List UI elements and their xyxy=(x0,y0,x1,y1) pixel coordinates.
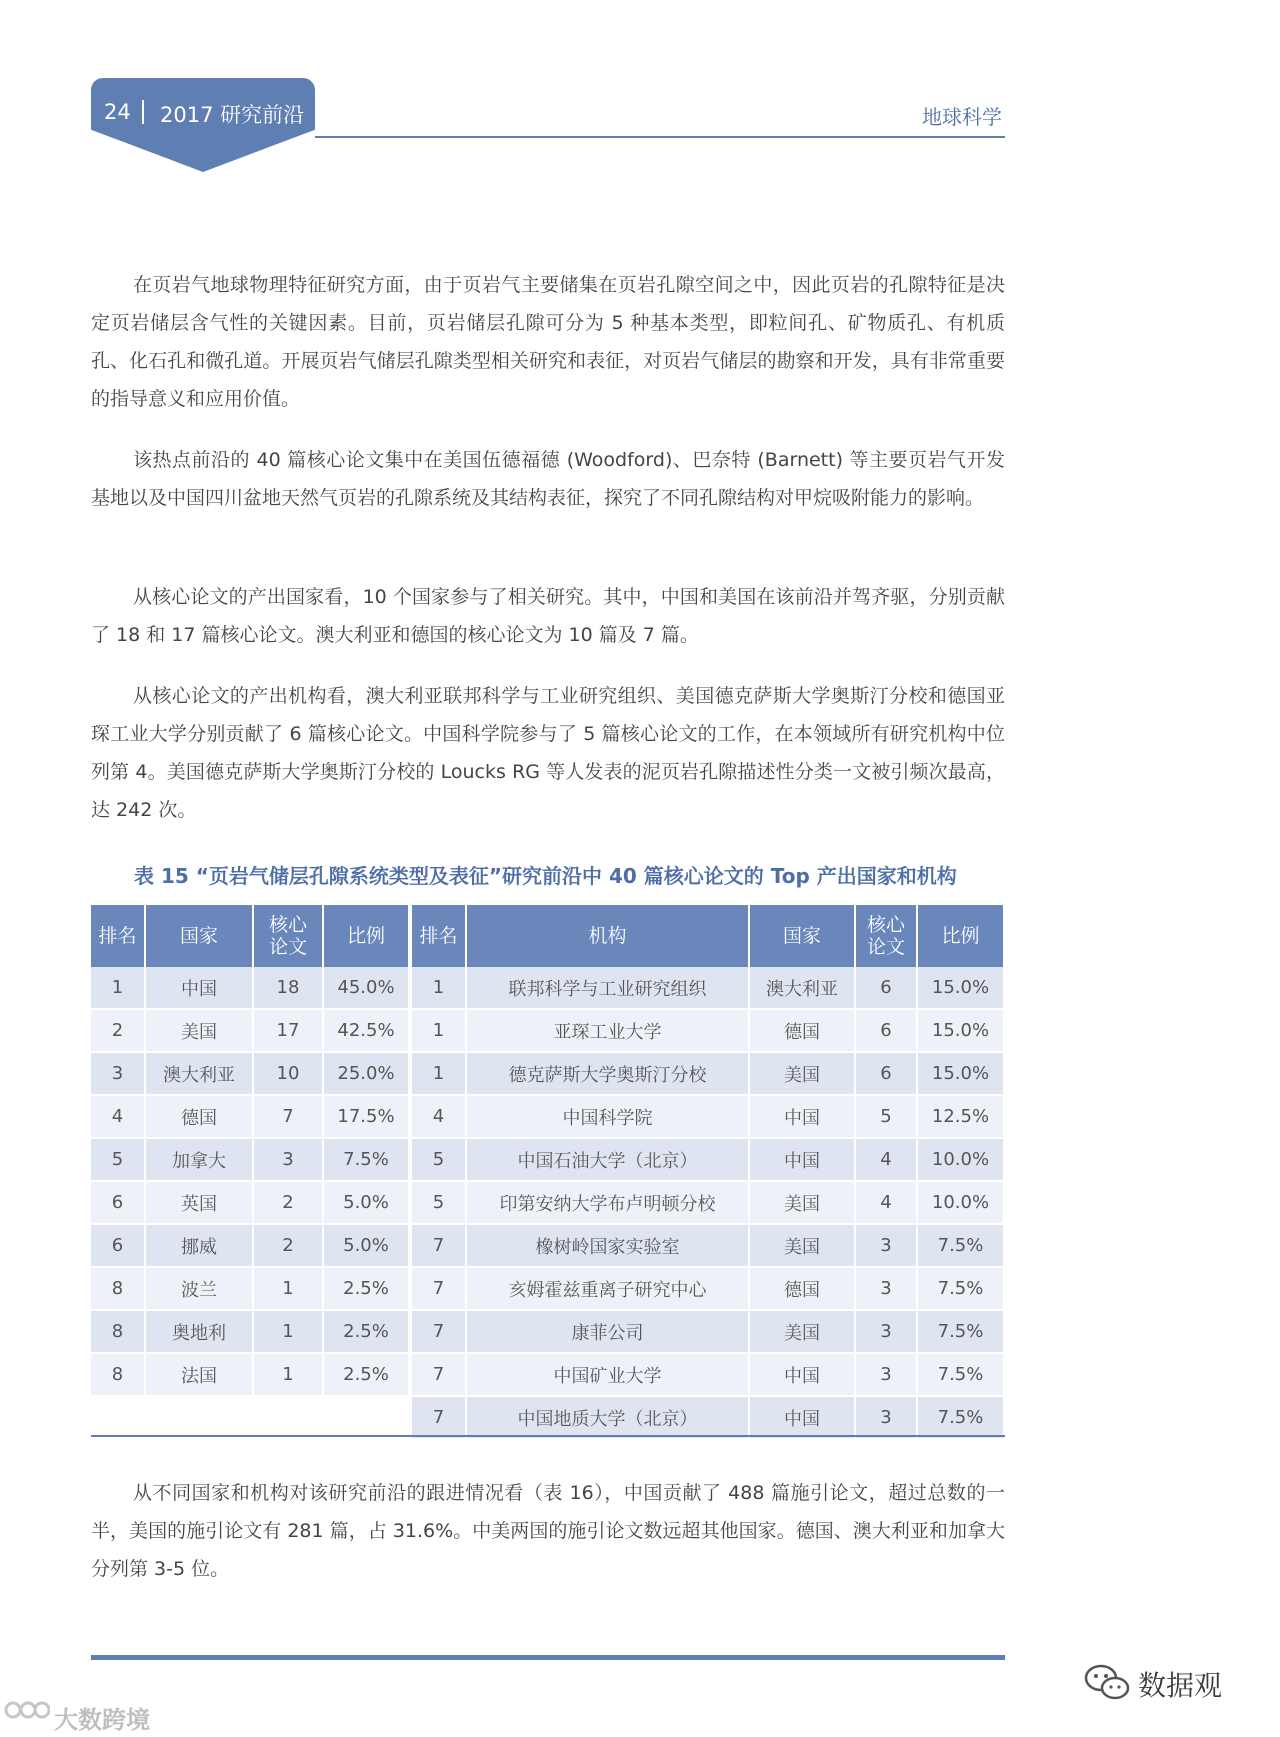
country-papers: 1 xyxy=(254,1354,324,1397)
institution-rank: 1 xyxy=(412,967,467,1010)
country-ratio: 5.0% xyxy=(324,1182,410,1225)
institution-papers: 6 xyxy=(856,967,918,1010)
institution-country: 中国 xyxy=(750,1139,856,1182)
country-name: 挪威 xyxy=(146,1225,254,1268)
empty-cell xyxy=(324,1397,410,1440)
institution-papers: 3 xyxy=(856,1397,918,1440)
country-name: 法国 xyxy=(146,1354,254,1397)
country-rank: 2 xyxy=(91,1010,146,1053)
institution-country: 中国 xyxy=(750,1096,856,1139)
table-row xyxy=(91,1225,1005,1268)
paragraph-2: 该热点前沿的 40 篇核心论文集中在美国伍德福德 (Woodford)、巴奈特 (Barnett) 等主要页岩气开发基地以及中国四川盆地天然气页岩的孔隙系统及其结构表征，探究了不同孔隙结构对甲烷吸附能力的影响。 xyxy=(91,449,1005,509)
watermark-logo-icon xyxy=(4,1695,50,1725)
institution-country: 德国 xyxy=(750,1268,856,1311)
country-rank: 5 xyxy=(91,1139,146,1182)
header-rule xyxy=(315,136,1005,138)
institution-name: 中国矿业大学 xyxy=(467,1354,750,1397)
country-name: 美国 xyxy=(146,1010,254,1053)
institution-country: 澳大利亚 xyxy=(750,967,856,1010)
paragraph-1: 在页岩气地球物理特征研究方面，由于页岩气主要储集在页岩孔隙空间之中，因此页岩的孔隙特征是决定页岩储层含气性的关键因素。目前，页岩储层孔隙可分为 5 种基本类型，即粒间孔、矿物质孔、有机质孔、化石孔和微孔道。开展页岩气储层孔隙类型相关研究和表征，对页岩气储层的勘察和开发，具有非常重要的指导意义和应用价值。 xyxy=(91,274,1005,410)
country-ratio: 2.5% xyxy=(324,1268,410,1311)
table-row xyxy=(91,1268,1005,1311)
table-caption: 表 15 “页岩气储层孔隙系统类型及表征”研究前沿中 40 篇核心论文的 Top 产出国家和机构 xyxy=(134,864,957,888)
country-ratio: 5.0% xyxy=(324,1225,410,1268)
institution-country: 美国 xyxy=(750,1182,856,1225)
country-ratio: 17.5% xyxy=(324,1096,410,1139)
table-row xyxy=(91,1311,1005,1354)
country-name: 澳大利亚 xyxy=(146,1053,254,1096)
institution-name: 联邦科学与工业研究组织 xyxy=(467,967,750,1010)
report-title: 2017 研究前沿 xyxy=(160,103,305,127)
institution-country: 美国 xyxy=(750,1225,856,1268)
table-row xyxy=(91,1397,1005,1440)
institution-ratio: 12.5% xyxy=(918,1096,1005,1139)
country-name: 英国 xyxy=(146,1182,254,1225)
table-bottom-rule xyxy=(91,1435,1005,1437)
table-row xyxy=(91,1053,1005,1096)
institution-ratio: 15.0% xyxy=(918,967,1005,1010)
institution-country: 美国 xyxy=(750,1053,856,1096)
country-papers: 18 xyxy=(254,967,324,1010)
institution-papers: 5 xyxy=(856,1096,918,1139)
header-core-line2: 论文 xyxy=(268,936,307,958)
institution-ratio: 15.0% xyxy=(918,1010,1005,1053)
institution-name: 中国科学院 xyxy=(467,1096,750,1139)
institution-rank: 5 xyxy=(412,1182,467,1225)
institution-rank: 1 xyxy=(412,1053,467,1096)
empty-cell xyxy=(146,1397,254,1440)
country-ratio: 2.5% xyxy=(324,1311,410,1354)
institution-papers: 3 xyxy=(856,1354,918,1397)
institution-rank: 7 xyxy=(412,1268,467,1311)
institution-ratio: 7.5% xyxy=(918,1268,1005,1311)
institution-papers: 6 xyxy=(856,1053,918,1096)
institution-country: 中国 xyxy=(750,1397,856,1440)
empty-cell xyxy=(91,1397,146,1440)
institution-country: 德国 xyxy=(750,1010,856,1053)
institution-name: 亥姆霍兹重离子研究中心 xyxy=(467,1268,750,1311)
country-ratio: 7.5% xyxy=(324,1139,410,1182)
country-papers: 1 xyxy=(254,1311,324,1354)
page-number: 24 xyxy=(104,100,131,124)
institution-rank: 4 xyxy=(412,1096,467,1139)
institution-name: 印第安纳大学布卢明顿分校 xyxy=(467,1182,750,1225)
institution-papers: 3 xyxy=(856,1268,918,1311)
country-ratio: 42.5% xyxy=(324,1010,410,1053)
country-ratio: 45.0% xyxy=(324,967,410,1010)
country-name: 奥地利 xyxy=(146,1311,254,1354)
institution-ratio: 10.0% xyxy=(918,1182,1005,1225)
institution-ratio: 7.5% xyxy=(918,1354,1005,1397)
country-papers: 10 xyxy=(254,1053,324,1096)
country-papers: 2 xyxy=(254,1225,324,1268)
paragraph-3: 从核心论文的产出国家看，10 个国家参与了相关研究。其中，中国和美国在该前沿并驾齐驱，分别贡献了 18 和 17 篇核心论文。澳大利亚和德国的核心论文为 10 篇及 7 篇。 xyxy=(91,586,1005,646)
country-name: 德国 xyxy=(146,1096,254,1139)
country-rank: 3 xyxy=(91,1053,146,1096)
institution-country: 中国 xyxy=(750,1354,856,1397)
header-core2-line1: 核心 xyxy=(866,914,905,936)
institution-papers: 6 xyxy=(856,1010,918,1053)
country-name: 中国 xyxy=(146,967,254,1010)
country-rank: 8 xyxy=(91,1354,146,1397)
paragraph-5: 从不同国家和机构对该研究前沿的跟进情况看（表 16），中国贡献了 488 篇施引论文，超过总数的一半，美国的施引论文有 281 篇，占 31.6%。中美两国的施引论文数远超其他国家。德国、澳大利亚和加拿大分列第 3-5 位。 xyxy=(91,1482,1005,1580)
table-header-row xyxy=(91,905,1005,967)
header-rank-institution: 排名 xyxy=(412,905,467,967)
institution-papers: 4 xyxy=(856,1139,918,1182)
table-row xyxy=(91,1354,1005,1397)
table-row xyxy=(91,967,1005,1010)
header-core-papers xyxy=(254,905,324,967)
country-rank: 4 xyxy=(91,1096,146,1139)
country-papers: 7 xyxy=(254,1096,324,1139)
institution-name: 中国地质大学（北京） xyxy=(467,1397,750,1440)
country-ratio: 2.5% xyxy=(324,1354,410,1397)
institution-papers: 4 xyxy=(856,1182,918,1225)
country-name: 波兰 xyxy=(146,1268,254,1311)
institution-ratio: 10.0% xyxy=(918,1139,1005,1182)
institution-name: 亚琛工业大学 xyxy=(467,1010,750,1053)
header-rank: 排名 xyxy=(91,905,146,967)
empty-cell xyxy=(254,1397,324,1440)
institution-rank: 5 xyxy=(412,1139,467,1182)
wechat-icon xyxy=(1083,1662,1131,1702)
country-rank: 6 xyxy=(91,1182,146,1225)
header-ratio: 比例 xyxy=(324,905,410,967)
watermark-left: 大数跨境 xyxy=(54,1706,150,1734)
core-papers-table xyxy=(91,905,1005,1440)
table-row xyxy=(91,1096,1005,1139)
country-papers: 3 xyxy=(254,1139,324,1182)
section-title: 地球科学 xyxy=(922,105,1002,129)
institution-rank: 7 xyxy=(412,1354,467,1397)
country-ratio: 25.0% xyxy=(324,1053,410,1096)
paragraph-4: 从核心论文的产出机构看，澳大利亚联邦科学与工业研究组织、美国德克萨斯大学奥斯汀分校和德国亚琛工业大学分别贡献了 6 篇核心论文。中国科学院参与了 5 篇核心论文的工作，在本领域所有研究机构中位列第 4。美国德克萨斯大学奥斯汀分校的 Loucks RG 等人发表的泥页岩孔隙描述性分类一文被引频次最高，达 242 次。 xyxy=(91,685,1005,821)
institution-rank: 7 xyxy=(412,1397,467,1440)
institution-name: 康菲公司 xyxy=(467,1311,750,1354)
table-row xyxy=(91,1182,1005,1225)
institution-ratio: 7.5% xyxy=(918,1397,1005,1440)
header-institution-country: 国家 xyxy=(750,905,856,967)
country-papers: 17 xyxy=(254,1010,324,1053)
country-rank: 6 xyxy=(91,1225,146,1268)
table-row xyxy=(91,1139,1005,1182)
country-papers: 2 xyxy=(254,1182,324,1225)
country-papers: 1 xyxy=(254,1268,324,1311)
institution-country: 美国 xyxy=(750,1311,856,1354)
institution-name: 橡树岭国家实验室 xyxy=(467,1225,750,1268)
country-rank: 8 xyxy=(91,1268,146,1311)
country-name: 加拿大 xyxy=(146,1139,254,1182)
header-institution: 机构 xyxy=(467,905,750,967)
header-core2-line2: 论文 xyxy=(866,936,905,958)
institution-ratio: 7.5% xyxy=(918,1311,1005,1354)
country-rank: 8 xyxy=(91,1311,146,1354)
institution-name: 德克萨斯大学奥斯汀分校 xyxy=(467,1053,750,1096)
country-rank: 1 xyxy=(91,967,146,1010)
header-institution-ratio: 比例 xyxy=(918,905,1005,967)
header-country: 国家 xyxy=(146,905,254,967)
institution-papers: 3 xyxy=(856,1225,918,1268)
institution-name: 中国石油大学（北京） xyxy=(467,1139,750,1182)
footer-rule xyxy=(91,1655,1005,1660)
header-core-line1: 核心 xyxy=(268,914,307,936)
header-institution-core-papers xyxy=(856,905,918,967)
institution-rank: 1 xyxy=(412,1010,467,1053)
institution-ratio: 7.5% xyxy=(918,1225,1005,1268)
table-row xyxy=(91,1010,1005,1053)
institution-ratio: 15.0% xyxy=(918,1053,1005,1096)
institution-papers: 3 xyxy=(856,1311,918,1354)
header-separator xyxy=(142,100,144,124)
institution-rank: 7 xyxy=(412,1311,467,1354)
watermark-right: 数据观 xyxy=(1138,1669,1223,1702)
institution-rank: 7 xyxy=(412,1225,467,1268)
